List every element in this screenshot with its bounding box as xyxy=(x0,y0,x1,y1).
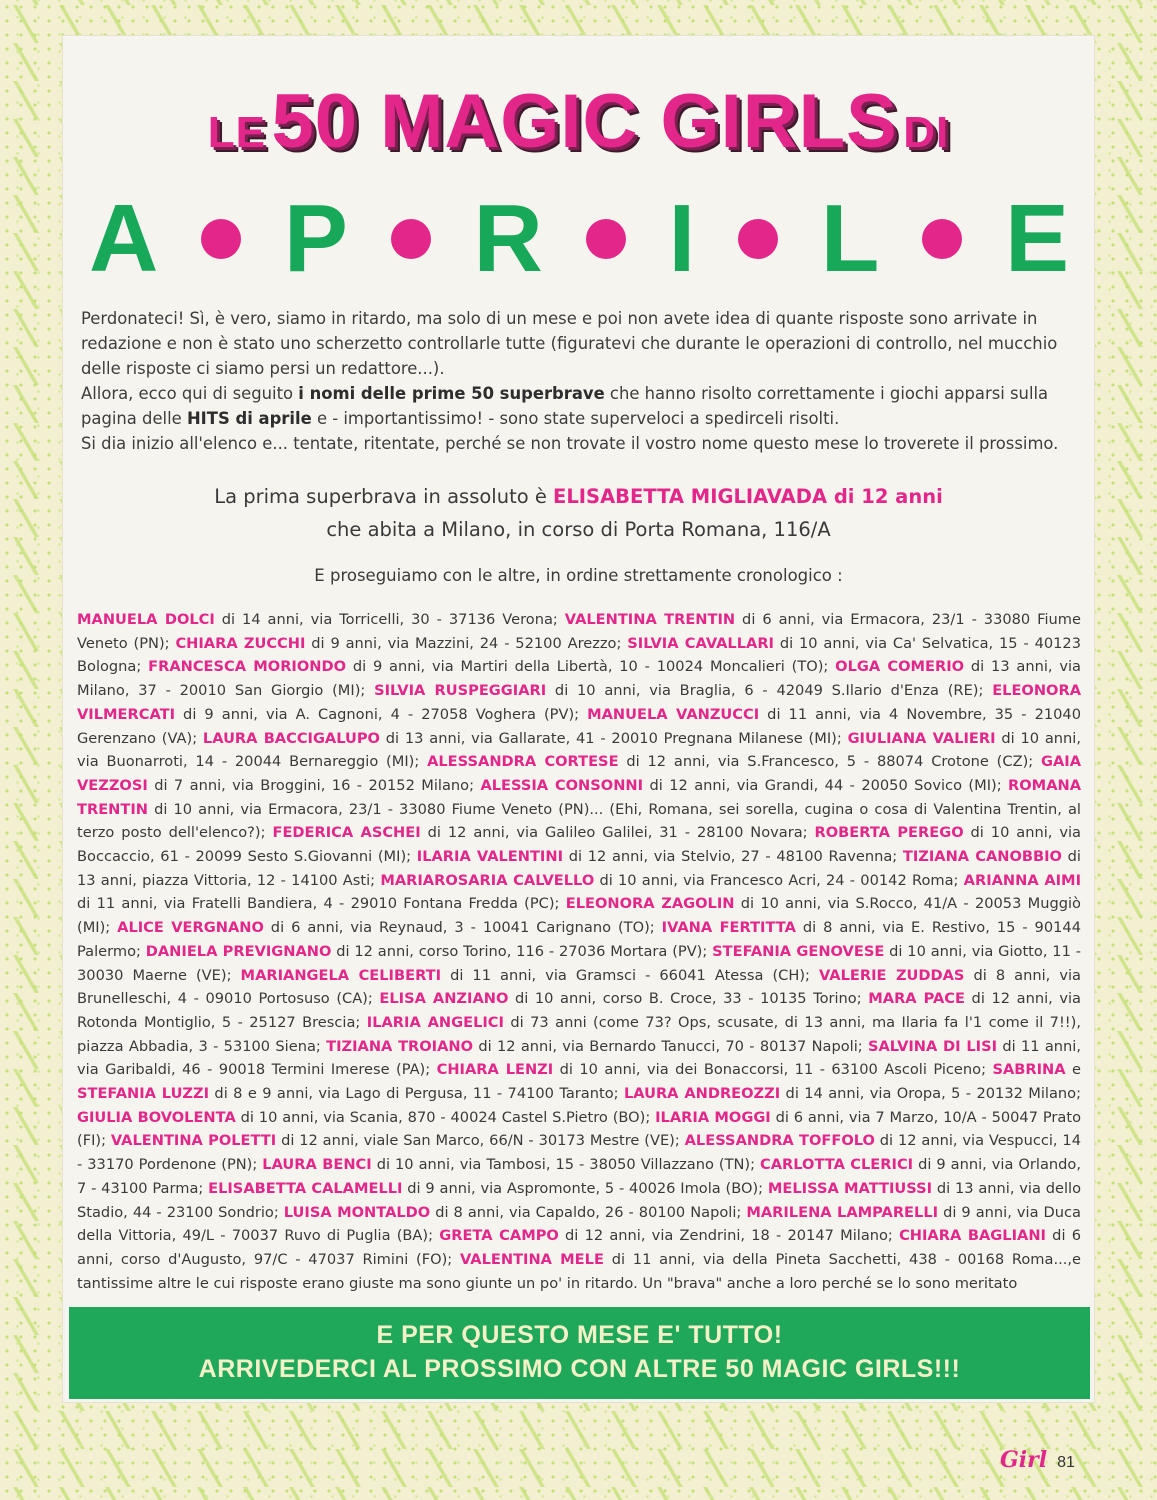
title-di: DI xyxy=(903,108,950,157)
winner-entry-details: di 6 anni, via Ermacora, 23/1 - 33080 Fiume Veneto (PN); xyxy=(77,611,1082,652)
winner-entry-name: SALVINA DI LISI xyxy=(867,1037,998,1055)
winner-entry-details: di 10 anni, via Giotto, 11 - 30030 Maerne (VE); xyxy=(77,942,1081,984)
winner-entry-details: di 11 anni, via Garibaldi, 46 - 90018 Termini Imerese (PA); xyxy=(77,1037,1081,1079)
winner-entry-name: TIZIANA CANOBBIO xyxy=(902,848,1062,866)
winner-entry-details: di 9 anni, via Aspromonte, 5 - 40026 Imola (BO); xyxy=(402,1179,768,1197)
winner-entry-name: ELISABETTA CALAMELLI xyxy=(208,1179,403,1197)
winner-entry-name: ELEONORA VILMERCATI xyxy=(77,682,1081,723)
winner-entry-details: di 8 anni, via Brunelleschi, 4 - 09010 Portosuso (CA); xyxy=(77,966,1081,1008)
winner-entry-name: SILVIA RUSPEGGIARI xyxy=(374,682,547,700)
winner-entry-name: OLGA COMERIO xyxy=(835,658,965,676)
winner-entry-name: GRETA CAMPO xyxy=(439,1227,559,1245)
winner-entry-name: STEFANIA GENOVESE xyxy=(712,942,885,960)
winner-entry-details: di 9 anni, via Mazzini, 24 - 52100 Arezzo; xyxy=(305,634,628,652)
winner-entry-name: FEDERICA ASCHEI xyxy=(272,824,421,842)
winner-entry-details: di 10 anni, via Braglia, 6 - 42049 S.Ilario d'Enza (RE); xyxy=(546,682,993,700)
intro-bold-span: HITS di aprile xyxy=(186,409,312,428)
winner-entry-details: di 13 anni, via Gallarate, 41 - 20010 Pregnana Milanese (MI); xyxy=(379,729,848,747)
winner-entry-details: di 13 anni, via dello Stadio, 44 - 23100 Sondrio; xyxy=(77,1179,1081,1221)
winner-entry-name: VALENTINA MELE xyxy=(459,1250,604,1268)
banner-line-2: ARRIVEDERCI AL PROSSIMO CON ALTRE 50 MAGIC GIRLS!!! xyxy=(198,1355,961,1383)
winner-entry-name: TIZIANA TROIANO xyxy=(326,1037,474,1055)
first-winner xyxy=(63,480,1094,546)
winner-entry-details: di 12 anni, via Grandi, 44 - 20050 Sovico (MI); xyxy=(643,776,1009,794)
winner-entry-name: VALENTINA TRENTIN xyxy=(564,611,736,628)
title-main: 50 MAGIC GIRLS xyxy=(271,79,898,164)
winner-line-1 xyxy=(63,480,1094,513)
winner-entry-details: di 10 anni, via Ermacora, 23/1 - 33080 Fiume Veneto (PN)... (Ehi, Romana, sei sorella, cugina o cosa di Valentina Trentin, al terzo posto dell'elenco?); xyxy=(77,800,1081,842)
winner-entry-details: di 13 anni, piazza Vittoria, 12 - 14100 Asti; xyxy=(77,848,1081,889)
month-letter: P xyxy=(283,185,348,292)
winner-entry-details: di 13 anni, via Milano, 37 - 20010 San Giorgio (MI); xyxy=(77,658,1081,700)
page-number: 81 xyxy=(1057,1454,1075,1471)
month-letter: I xyxy=(668,185,696,292)
banner-line-1: E PER QUESTO MESE E' TUTTO! xyxy=(376,1321,783,1349)
winner-entry-name: SABRINA xyxy=(992,1061,1066,1079)
winner-entry-name: LUISA MONTALDO xyxy=(283,1203,431,1221)
winner-entry-name: LAURA BENCI xyxy=(262,1156,372,1174)
winner-entry-details: di 9 anni, via A. Cagnoni, 4 - 27058 Voghera (PV); xyxy=(175,705,588,723)
winner-entry-details: di 12 anni, via Bernardo Tanucci, 70 - 80137 Napoli; xyxy=(473,1037,868,1055)
intro-text-span: Allora, ecco qui di seguito xyxy=(81,384,299,403)
winner-entry-details: di 6 anni, corso d'Augusto, 97/C - 47037 Rimini (FO); xyxy=(77,1227,1081,1268)
winner-entry-name: IVANA FERTITTA xyxy=(661,919,796,937)
winner-entry-name: ROMANA TRENTIN xyxy=(77,776,1081,818)
winner-entry-details: di 8 anni, via E. Restivo, 15 - 90144 Palermo; xyxy=(77,919,1081,960)
winner-entry-details: di 12 anni, corso Torino, 116 - 27036 Mortara (PV); xyxy=(331,942,713,960)
intro-text-span: e - importantissimo! - sono state superveloci a spedirceli risolti. xyxy=(311,409,840,428)
winner-entry-name: CARLOTTA CLERICI xyxy=(760,1156,914,1174)
pink-dot xyxy=(201,219,241,259)
winner-entry-name: MELISSA MATTIUSSI xyxy=(767,1179,933,1197)
winner-entry-name: MANUELA VANZUCCI xyxy=(587,705,760,723)
winner-entry-details: di 6 anni, via Reynaud, 3 - 10041 Carignano (TO); xyxy=(263,919,662,937)
winner-entry-name: ILARIA VALENTINI xyxy=(416,848,563,866)
intro-bold-span: i nomi delle prime 50 superbrave xyxy=(298,384,605,403)
month-letter: E xyxy=(1004,185,1069,292)
winner-entry-name: ALESSANDRA CORTESE xyxy=(427,753,619,771)
winner-prefix: La prima superbrava in assoluto è xyxy=(214,485,554,508)
pink-dot xyxy=(586,219,626,259)
intro-text-span: che hanno risolto correttamente i giochi apparsi sulla pagina delle xyxy=(81,384,1049,428)
winner-entry-details: di 12 anni, via Vespucci, 14 - 33170 Pordenone (PN); xyxy=(77,1132,1081,1174)
list-intro: E proseguiamo con le altre, in ordine strettamente cronologico : xyxy=(314,566,843,585)
winner-entry-details: e xyxy=(1065,1061,1081,1079)
winner-entry-name: ALESSANDRA TOFFOLO xyxy=(684,1132,875,1150)
winner-entry-name: VALENTINA POLETTI xyxy=(110,1132,277,1150)
winner-entry-name: MARA PACE xyxy=(868,990,965,1008)
winner-entry-details: di 10 anni, via Ca' Selvatica, 15 - 40123 Bologna; xyxy=(77,634,1081,676)
winner-entry-details: di 10 anni, via Scania, 870 - 40024 Castel S.Pietro (BO); xyxy=(235,1108,656,1126)
winner-entry-name: CHIARA ZUCCHI xyxy=(175,634,306,652)
winner-entry-details: di 12 anni, via Rotonda Montiglio, 5 - 25127 Brescia; xyxy=(77,990,1081,1031)
winner-entry-details: di 11 anni, via della Pineta Sacchetti, 438 - 00168 Roma...,e tantissime altre le cui risposte erano giuste ma sono giunte un po' in ritardo. Un "brava" anche a loro perché se lo sono meritato xyxy=(77,1250,1082,1292)
winner-entry-details: di 12 anni, via Stelvio, 27 - 48100 Ravenna; xyxy=(563,848,903,866)
winner-entry-details: di 10 anni, via Boccaccio, 61 - 20099 Sesto S.Giovanni (MI); xyxy=(77,824,1081,866)
intro-paragraph-2 xyxy=(81,381,1081,431)
winner-entry-name: ELISA ANZIANO xyxy=(379,990,509,1008)
winner-entry-name: GIULIANA VALIERI xyxy=(847,729,996,747)
winner-entry-name: STEFANIA LUZZI xyxy=(77,1085,210,1103)
pink-dot xyxy=(738,219,778,259)
magazine-logo: Girl xyxy=(1000,1447,1048,1473)
winner-entry-name: LAURA ANDREOZZI xyxy=(623,1085,781,1103)
winner-entry-details: di 11 anni, via Gramsci - 66041 Atessa (CH); xyxy=(441,966,819,984)
winner-entry-details: di 73 anni (come 73? Ops, scusate, di 13 anni, ma Ilaria fa l'1 come il 7!!), piazza Abbadia, 3 - 53100 Siena; xyxy=(77,1013,1081,1055)
winner-entry-details: di 10 anni, corso B. Croce, 33 - 10135 Torino; xyxy=(508,990,869,1008)
winner-entry-details: di 10 anni, via Buonarroti, 14 - 20044 Bernareggio (MI); xyxy=(77,729,1081,771)
month-title xyxy=(89,184,1069,294)
pink-dot xyxy=(922,219,962,259)
winner-entry-details: di 12 anni, via Zendrini, 18 - 20147 Milano; xyxy=(558,1227,900,1245)
intro-paragraph-1: Perdonateci! Sì, è vero, siamo in ritardo, ma solo di un mese e poi non avete idea di quante risposte sono arrivate in redazione e non è stato uno scherzetto controllarle tutte (figuratevi che durante le operazioni di controllo, nel mucchio delle risposte ci siamo persi un redattore...). xyxy=(81,309,1058,378)
winner-entry-name: ILARIA MOGGI xyxy=(655,1108,771,1126)
intro-text xyxy=(81,306,1081,456)
winner-entry-name: ROBERTA PEREGO xyxy=(814,824,964,842)
winner-entry-details: di 10 anni, via dei Bonaccorsi, 11 - 63100 Ascoli Piceno; xyxy=(553,1061,993,1079)
winner-entry-details: di 9 anni, via Orlando, 7 - 43100 Parma; xyxy=(77,1156,1081,1197)
winner-entry-name: CHIARA BAGLIANI xyxy=(899,1227,1046,1245)
winner-entry-name: FRANCESCA MORIONDO xyxy=(148,658,347,676)
closing-banner xyxy=(69,1307,1090,1399)
winner-entry-name: MANUELA DOLCI xyxy=(77,611,215,628)
winner-entry-name: MARILENA LAMPARELLI xyxy=(746,1203,939,1221)
winner-entry-details: di 8 anni, via Capaldo, 26 - 80100 Napoli; xyxy=(430,1203,747,1221)
winner-entry-name: SILVIA CAVALLARI xyxy=(627,634,774,652)
winner-entry-details: di 12 anni, via S.Francesco, 5 - 88074 Crotone (CZ); xyxy=(618,753,1041,771)
content-panel xyxy=(63,36,1094,1402)
winner-entry-name: ELEONORA ZAGOLIN xyxy=(565,895,735,913)
winner-entry-details: di 9 anni, via Duca della Vittoria, 49/L - 70037 Ruvo di Puglia (BA); xyxy=(77,1203,1081,1245)
winner-entry-name: MARIANGELA CELIBERTI xyxy=(240,966,442,984)
page-footer xyxy=(1000,1447,1130,1477)
intro-paragraph-3: Si dia inizio all'elenco e... tentate, ritentate, perché se non trovate il vostro nome questo mese lo troverete il prossimo. xyxy=(81,434,1059,453)
winner-entry-name: GAIA VEZZOSI xyxy=(77,753,1081,794)
winner-entry-details: di 14 anni, via Oropa, 5 - 20132 Milano; xyxy=(780,1085,1082,1103)
winner-line-2: che abita a Milano, in corso di Porta Romana, 116/A xyxy=(326,518,831,541)
winner-entry-name: DANIELA PREVIGNANO xyxy=(145,942,332,960)
winner-entry-name: LAURA BACCIGALUPO xyxy=(202,729,380,747)
winner-entry-details: di 11 anni, via 4 Novembre, 35 - 21040 Gerenzano (VA); xyxy=(77,705,1081,747)
winner-entry-details: di 12 anni, viale San Marco, 66/N - 30173 Mestre (VE); xyxy=(276,1132,685,1150)
winner-entry-details: di 14 anni, via Torricelli, 30 - 37136 Verona; xyxy=(214,611,565,628)
winner-entry-details: di 12 anni, via Galileo Galilei, 31 - 28100 Novara; xyxy=(420,824,815,842)
winner-entry-name: VALERIE ZUDDAS xyxy=(818,966,965,984)
winner-entry-details: di 9 anni, via Martiri della Libertà, 10 - 10024 Moncalieri (TO); xyxy=(346,658,836,676)
winners-list xyxy=(77,608,1081,1295)
winner-entry-name: ALESSIA CONSONNI xyxy=(480,776,644,794)
winner-entry-details: di 11 anni, via Fratelli Bandiera, 4 - 29010 Fontana Fredda (PC); xyxy=(77,895,566,913)
winner-entry-name: GIULIA BOVOLENTA xyxy=(77,1108,236,1126)
winner-entry-name: CHIARA LENZI xyxy=(436,1061,554,1079)
winner-entry-details: di 7 anni, via Broggini, 16 - 20152 Milano; xyxy=(147,776,481,794)
title-le: LE xyxy=(207,108,266,157)
winner-entry-details: di 10 anni, via S.Rocco, 41/A - 20053 Muggiò (MI); xyxy=(77,895,1081,937)
winner-entry-name: MARIAROSARIA CALVELLO xyxy=(380,871,595,889)
winner-entry-name: ALICE VERGNANO xyxy=(117,919,264,937)
month-letter: A xyxy=(89,185,159,292)
winner-entry-details: di 8 e 9 anni, via Lago di Pergusa, 11 - 74100 Taranto; xyxy=(209,1085,624,1103)
pink-dot xyxy=(391,219,431,259)
winner-entry-details: di 10 anni, via Francesco Acri, 24 - 00142 Roma; xyxy=(594,871,964,889)
page-title xyxy=(63,78,1094,165)
winner-entry-name: ILARIA ANGELICI xyxy=(366,1013,504,1031)
winner-entry-details: di 10 anni, via Tambosi, 15 - 38050 Villazzano (TN); xyxy=(371,1156,761,1174)
month-letter: L xyxy=(820,185,880,292)
month-letter: R xyxy=(473,185,543,292)
winner-name: ELISABETTA MIGLIAVADA di 12 anni xyxy=(553,485,943,508)
winner-entry-name: ARIANNA AIMI xyxy=(963,871,1081,889)
winner-entry-details: di 6 anni, via 7 Marzo, 10/A - 50047 Prato (FI); xyxy=(77,1108,1081,1150)
